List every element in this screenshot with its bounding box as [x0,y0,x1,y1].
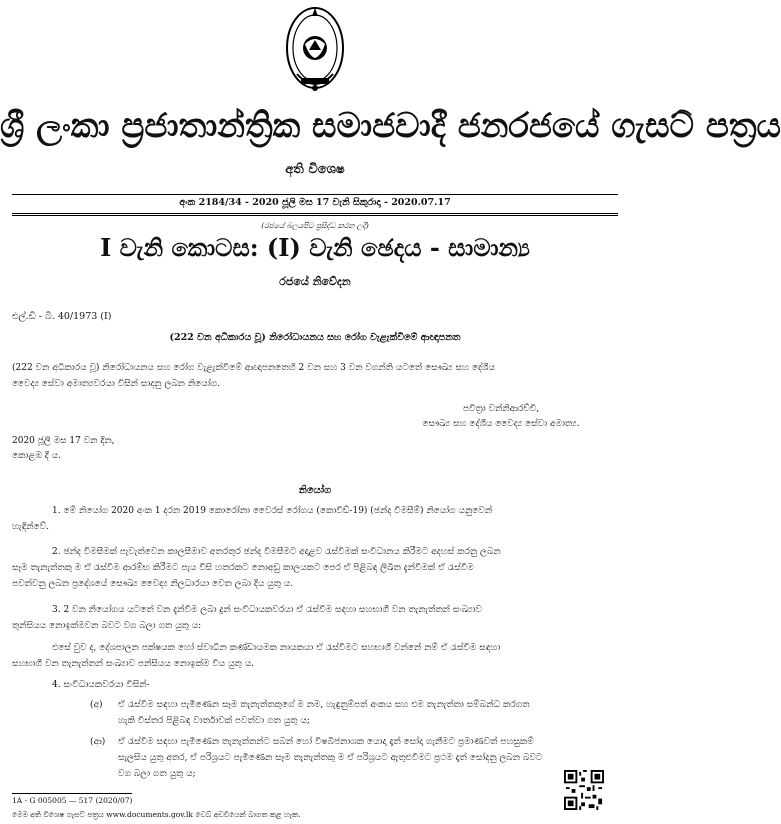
text-line: සහභාගී වන තැනැත්තන් සංඛ්‍යාව පන්සියය නොඉක්ම විය යුතු ය. [12,659,255,669]
regulation-2 [12,544,618,592]
issue-line: අංක 2184/34 - 2020 ජූලි මස 17 වැනි සිකුරාදා - 2020.07.17 [179,197,451,208]
signature-block [396,402,606,432]
divider [12,213,618,214]
regulations-heading: නියෝග [298,485,332,496]
text-line: එසේ වුව ද, දේශපාලන පක්ෂයක හෝ ස්වාධීන කණ්ඩායමක නායකයා ඒ රැස්වීමට සහභාගී වන්නේ නම් ඒ රැස්වීම සඳහා [52,643,501,653]
print-code: 1A - G 005005 — 517 (2020/07) [12,796,133,805]
text-line: ඒ රැස්වීම සඳහා පැමිණෙන තැනැත්තන්ට සබන් හෝ විෂබීජනාශක යොදා දෑත් සෝදා ගැනීමට ප්‍රමාණවත් පහසුකම් [118,737,534,747]
text-line: පවත්වනු ලබන ප්‍රදේශයේ සෞඛ්‍ය වෛද්‍ය නිලධාරයා වෙත ලබා දිය යුතු ය. [12,579,294,589]
date-place [12,434,115,464]
date-line: 2020 ජූලි මස 17 වන දින, [12,436,115,446]
ordinance-heading: (222 වන අධිකාරය වූ) නිරෝධායනය සහ රෝග වැළැක්වීමේ ආඥාපනත [169,332,461,343]
text-line: වෛද්‍ය සේවා අමාත්‍යවරයා විසින් සාදනු ලබන නියෝග. [12,379,220,389]
part-heading: I වැනි කොටස: (I) වැනි ඡෙදය - සාමාන්‍ය [100,233,530,262]
intro-paragraph [12,360,618,392]
text-line: වග බලා ගත යුතු ය; [118,769,196,779]
footer-note: මෙම අති විශෙෂ ගැසට් පත්‍රය www.documents.gov.lk වෙබ් අඩවියෙන් බාගත කළ හැක. [12,810,301,819]
item-b-label: (ආ) [90,737,106,747]
text-line: හැඳින්වේ. [12,522,49,532]
signatory-title: සෞඛ්‍ය සහ දේශීය වෛද්‍ය සේවා අමාත්‍ය. [422,419,580,429]
regulation-1 [12,503,618,535]
text-line: හැකි විස්තර පිළිබඳ වාර්තාවක් පවත්වා ගත යුතු ය; [118,716,310,726]
text-line: 3. 2 වන නියෝගය යටතේ වන දැන්වීම ලබා දුන් සංවිධායකවරයා ඒ රැස්වීම සඳහා සහභාගී වන තැනැත්තන් සංඛ්‍යාව [52,605,482,615]
text-line: ඒ රැස්වීම සඳහා පැමිණෙන සෑම තැනැත්තකුගේ ම නම, හැඳුනුම්පත් අංකය සහ එම තැනැත්තා සම්බන්ධ කරගත [118,700,530,710]
text-line: (222 වන අධිකාරය වූ) නිරෝධායනය සහ රෝග වැළැක්වීමේ ආඥාපනතෙහි 2 වන සහ 3 වන වගන්ති යටතේ සෞඛ්‍ය සහ දේශීය [12,363,495,373]
text-line: සෑම තැනැත්තකු ම ඒ රැස්වීම ආරම්භ කිරීමට පැය විසි හතරකට නොඅඩු කාලයකට පෙර ඒ පිළිබඳ ලිඛිත දැන්වීමක් ඒ රැස්වීම [12,563,474,573]
reference-number: එල්.ඩී - බී. 40/1973 (I) [12,311,112,322]
divider [12,194,618,195]
regulation-4: 4. සංවිධායකවරයා විසින්- [52,680,150,690]
text-line: සැලසිය යුතු අතර, ඒ පරිශ්‍රයට පැමිණෙන සෑම තැනැත්තකු ම ඒ පරිශ්‍රයට ඇතුළුවීමට ප්‍රථම දෑත් සෝදනු ලබන බවට [118,753,543,763]
gazette-subtitle: අති විශෙෂ [285,162,345,177]
item-a-label: (අ) [90,700,103,710]
qr-code-icon [564,770,604,810]
item-a [118,697,618,729]
section-heading: රජයේ නිවේදන [279,275,351,288]
divider [12,215,618,216]
item-b [118,734,618,782]
signatory-name: පවිත්‍රා වන්නිආරච්චි, [462,404,540,414]
gazette-title: ශ්‍රී ලංකා ප්‍රජාතාන්ත්‍රික සමාජවාදී ජනරජයේ ගැසට් පත්‍රය [0,106,781,146]
regulation-3 [12,602,618,634]
footer-divider [12,793,132,794]
text-line: 2. ඡන්ද විමසීමක් පැවැත්වෙන කාලසීමාව අතරතුර ඡන්ද විමසීමට අදාළව රැස්වීමක් සංවිධානය කිරීමට අදහස් කරනු ලබන [52,547,501,557]
text-line: තුන්සියය නොඉක්මවන බවට වග බලා ගත යුතු ය: [12,621,202,631]
place-line: කොළඹ දී ය. [12,451,61,461]
sri-lanka-emblem-icon [283,4,347,96]
text-line: 1. මේ නියෝග 2020 අංක 1 දරන 2019 කොරෝනා වෛරස් රෝගය (කොවිඩ්-19) (ඡන්ද විමසීම්) නියෝග යනුවෙන් [52,506,493,516]
published-by: (රජයේ බලයපිට ප්‍රසිද්ධ කරන ලදි) [261,221,369,230]
regulation-3-proviso [12,640,618,672]
